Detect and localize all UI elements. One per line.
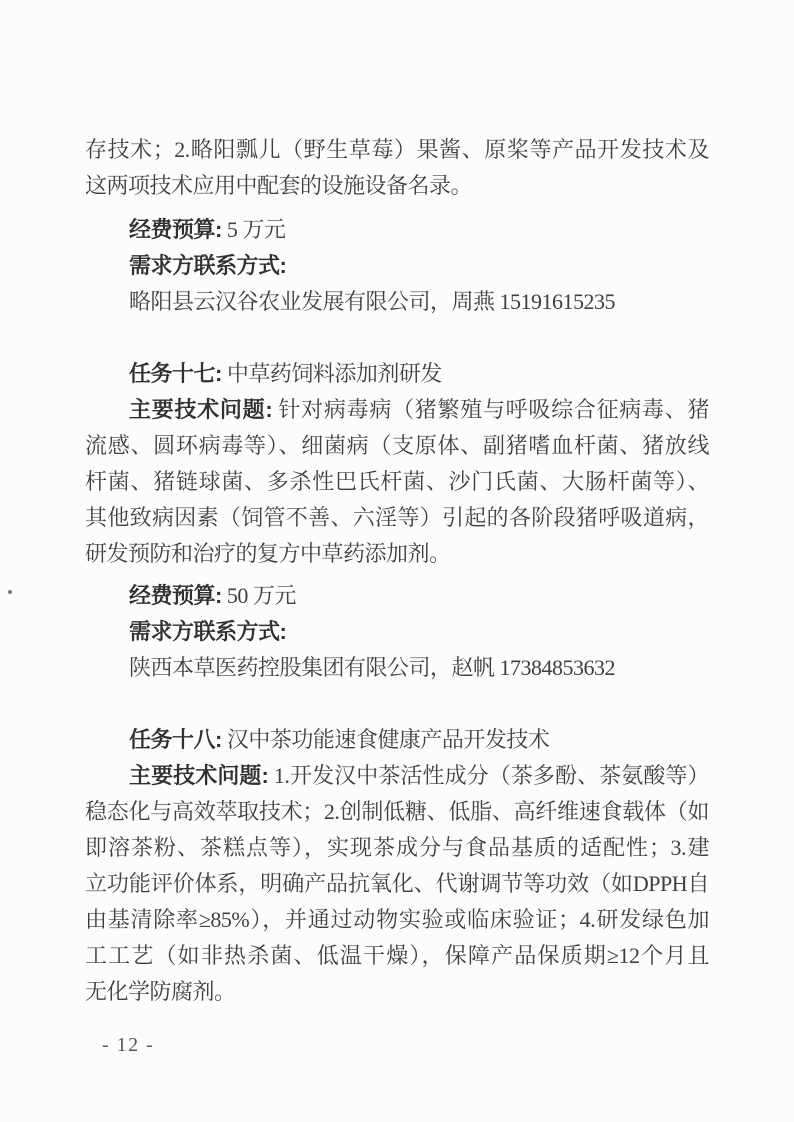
task17-label: 任务十七: (129, 361, 222, 386)
problem-label: 主要技术问题: (129, 763, 269, 788)
intro-line-2: 这两项技术应用中配套的设施设备名录。 (85, 173, 473, 198)
contact-label: 需求方联系方式: (129, 253, 287, 278)
task17-problem-line-5: 研发预防和治疗的复方中草药添加剂。 (85, 541, 451, 566)
task17-budget-line (85, 578, 709, 614)
task18-problem-line-6: 工工艺（如非热杀菌、低温干燥），保障产品保质期≥12个月且 (85, 943, 709, 968)
task17-problem-line-4: 其他致病因素（饲管不善、六淫等）引起的各阶段猪呼吸道病， (85, 505, 709, 530)
budget-label: 经费预算: (129, 583, 222, 608)
task17-contact-header-line (85, 614, 709, 650)
contact-value: 略阳县云汉谷农业发展有限公司，周燕 15191615235 (129, 289, 616, 314)
document-body (85, 132, 709, 1010)
section-spacer (85, 686, 709, 722)
task17-heading (85, 356, 709, 392)
task18-problem-line-5: 由基清除率≥85%），并通过动物实验或临床验证；4.研发绿色加 (85, 907, 709, 932)
task17-problem-line-3: 杆菌、猪链球菌、多杀性巴氏杆菌、沙门氏菌、大肠杆菌等）、 (85, 469, 709, 494)
scan-speck (8, 590, 12, 594)
problem-text: 1.开发汉中茶活性成分（茶多酚、茶氨酸等） (268, 763, 709, 788)
task18-heading (85, 722, 709, 758)
task18-problem-line-2: 稳态化与高效萃取技术；2.创制低糖、低脂、高纤维速食载体（如 (85, 799, 709, 824)
budget-label: 经费预算: (129, 217, 222, 242)
budget-value: 50 万元 (221, 583, 296, 608)
section-spacer (85, 320, 709, 356)
intro-line-1: 存技术；2.略阳瓢儿（野生草莓）果酱、原桨等产品开发技术及 (85, 137, 709, 162)
task18-problem-line-4: 立功能评价体系，明确产品抗氧化、代谢调节等功效（如DPPH自 (85, 871, 709, 896)
task18-problem-line-1 (85, 758, 709, 794)
budget-value: 5 万元 (221, 217, 286, 242)
contact-value: 陕西本草医药控股集团有限公司，赵帆 17384853632 (129, 655, 616, 680)
problem-text: 针对病毒病（猪繁殖与呼吸综合征病毒、猪 (272, 397, 709, 422)
contact-header-line (85, 248, 709, 284)
task17-problem-line-1 (85, 392, 709, 428)
task18-label: 任务十八: (129, 727, 222, 752)
contact-value-line (85, 284, 709, 320)
task17-problem-line-2: 流感、圆环病毒等）、细菌病（支原体、副猪嗜血杆菌、猪放线 (85, 433, 709, 458)
task17-title: 中草药饲料添加剂研发 (221, 361, 442, 386)
task17-contact-value-line (85, 650, 709, 686)
task18-problem-line-3: 即溶茶粉、茶糕点等），实现茶成分与食品基质的适配性；3.建 (85, 835, 709, 860)
task18-problem-line-7: 无化学防腐剂。 (85, 979, 236, 1004)
problem-label: 主要技术问题: (129, 397, 273, 422)
page-number: - 12 - (102, 1034, 155, 1056)
contact-label: 需求方联系方式: (129, 619, 287, 644)
budget-line (85, 212, 709, 248)
task18-title: 汉中茶功能速食健康产品开发技术 (221, 727, 550, 752)
